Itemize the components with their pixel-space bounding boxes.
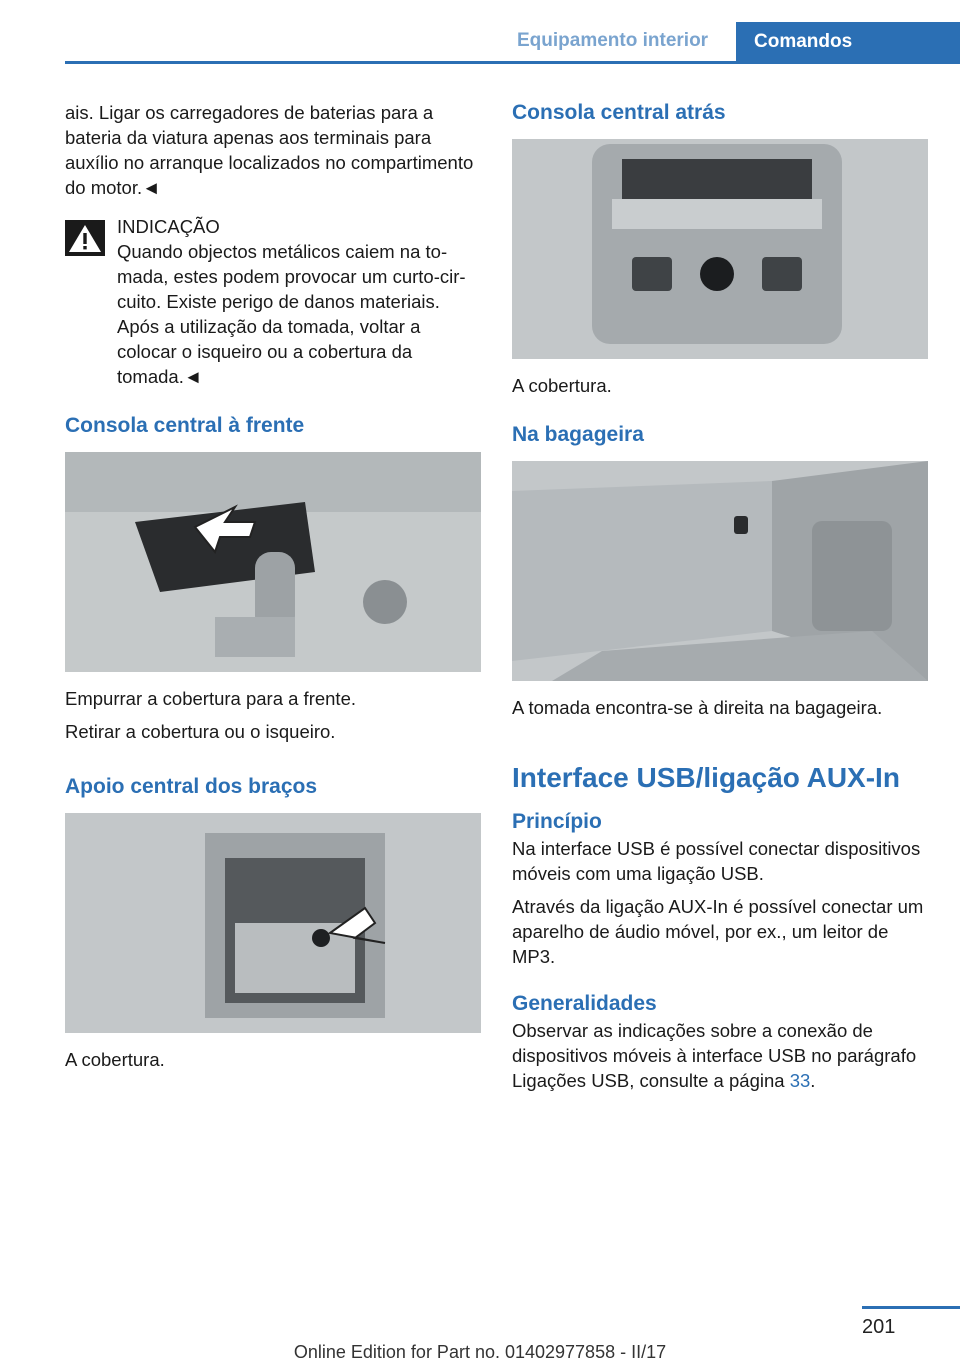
header-rule xyxy=(65,61,960,64)
heading-principle: Princípio xyxy=(512,810,602,833)
principle-text-2: Através da ligação AUX-In é possível conectar um aparelho de áudio móvel, por ex., um leitor de MP3. xyxy=(512,896,924,967)
chapter-tab[interactable]: Comandos xyxy=(736,22,960,62)
warning-icon xyxy=(65,220,105,256)
heading-front-console: Consola central à frente xyxy=(65,414,305,437)
front-console-image xyxy=(65,452,481,672)
trunk-caption: A tomada encontra-se à direita na bagageira. xyxy=(512,697,883,718)
front-caption-2: Retirar a cobertura ou o isqueiro. xyxy=(65,721,336,742)
heading-armrest: Apoio central dos braços xyxy=(65,775,318,798)
warning-text: Quando objectos metálicos caiem na tomada, estes podem provocar um curto-circuito. Existe perigo de danos materiais. Após a utilização da tomada, voltar a colocar o isqueiro ou a cobertura da tomada.◄ xyxy=(117,241,466,387)
warning-block xyxy=(65,214,481,389)
rear-caption: A cobertura. xyxy=(512,375,612,396)
heading-usb-interface: Interface USB/ligação AUX-In xyxy=(512,762,900,793)
armrest-image xyxy=(65,813,481,1033)
general-text xyxy=(512,1018,928,1093)
section-tab[interactable]: Equipamento interior xyxy=(517,30,709,51)
rear-console-image xyxy=(512,139,928,359)
page-link[interactable]: 33 xyxy=(789,1070,811,1091)
right-column xyxy=(512,100,928,1101)
page-number: 201 xyxy=(862,1316,896,1338)
left-column xyxy=(65,100,481,1080)
principle-text-1: Na interface USB é possível conectar dispositivos móveis com uma ligação USB. xyxy=(512,838,921,884)
trunk-image xyxy=(512,461,928,681)
heading-general: Generalidades xyxy=(512,992,657,1015)
heading-rear-console: Consola central atrás xyxy=(512,101,726,124)
footer-rule xyxy=(862,1306,960,1309)
heading-trunk: Na bagageira xyxy=(512,423,644,446)
armrest-caption: A cobertura. xyxy=(65,1049,165,1070)
front-caption-1: Empurrar a cobertura para a frente. xyxy=(65,688,357,709)
page-header xyxy=(0,0,960,64)
warning-title: INDICAÇÃO xyxy=(117,216,220,237)
edition-note: Online Edition for Part no. 01402977858 - II/17 xyxy=(293,1342,667,1362)
intro-paragraph: ais. Ligar os carregadores de baterias para a bateria da viatura apenas aos terminais para auxílio no arranque localizados no compartimento do motor.◄ xyxy=(65,102,474,198)
general-text-end: . xyxy=(810,1070,816,1091)
general-text-body: Observar as indicações sobre a conexão de dispositivos móveis à interface USB no parágrafo Ligações USB, consulte a página xyxy=(512,1020,917,1091)
